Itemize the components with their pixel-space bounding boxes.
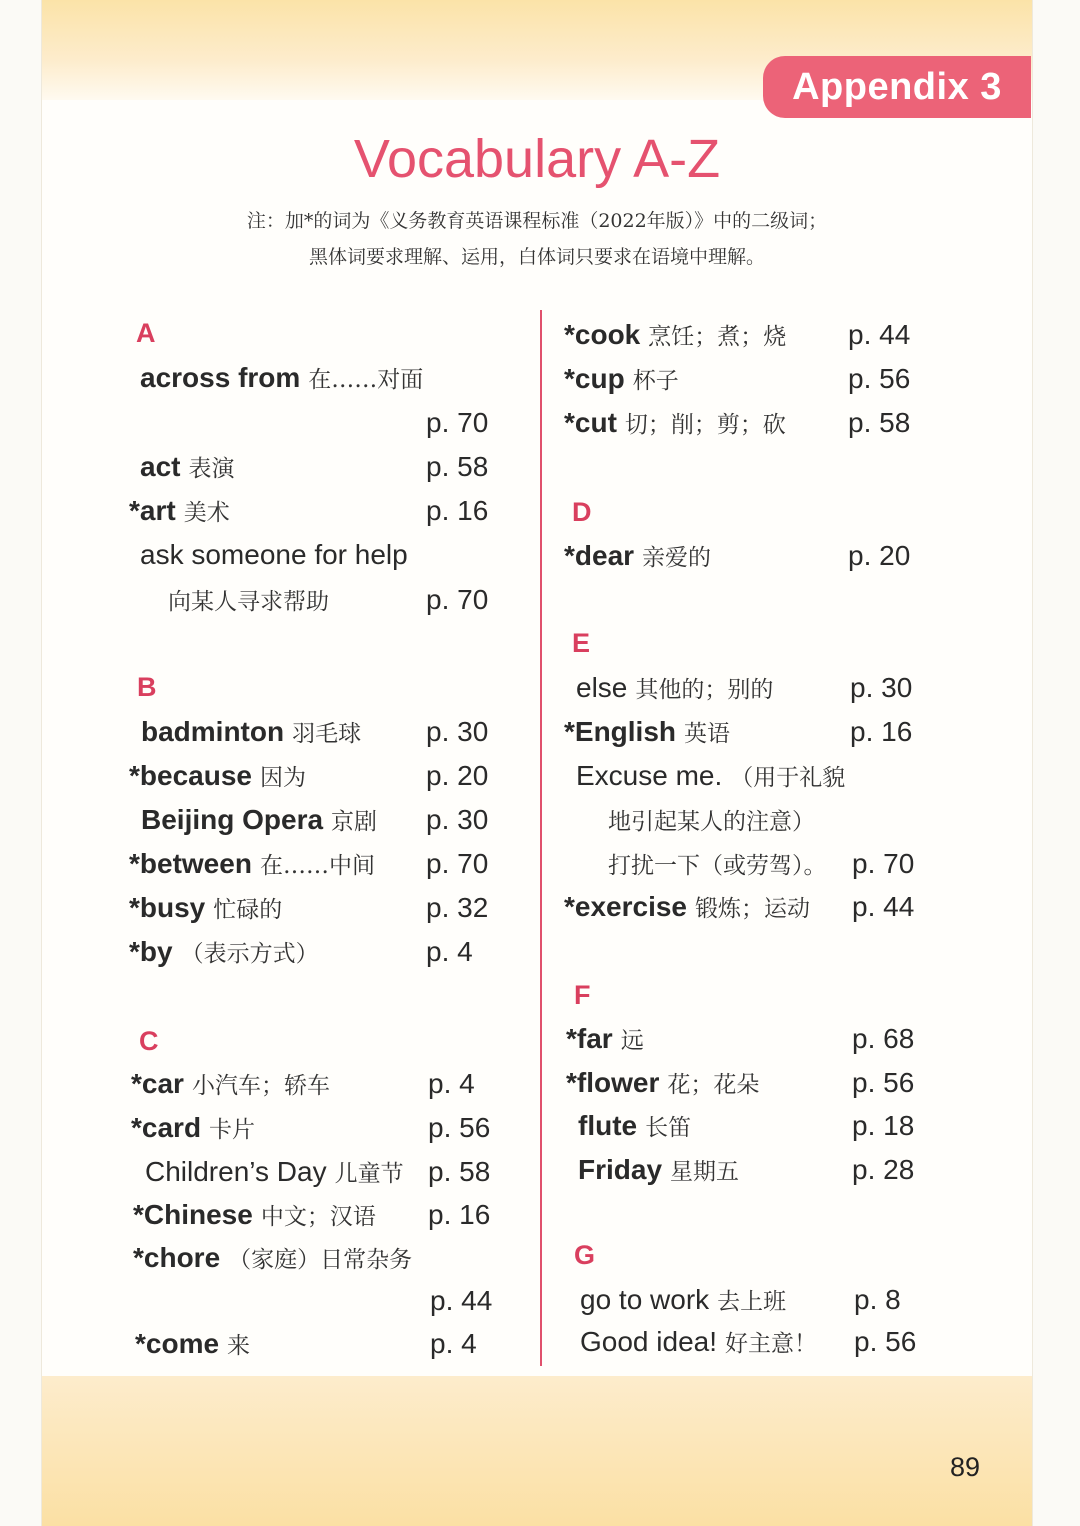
- entry-go-to-work: [580, 1280, 786, 1320]
- entry-translation: （表示方式）: [180, 941, 319, 967]
- entry-else: [576, 668, 773, 708]
- entry-car: [131, 1064, 330, 1104]
- entry-page-ref: p. 44: [848, 319, 911, 350]
- entry-page-ref: p. 4: [428, 1068, 475, 1099]
- page-number: 89: [950, 1452, 981, 1482]
- letter-heading-c: C: [139, 1026, 159, 1056]
- entry-word: badminton: [141, 716, 285, 747]
- entry-page-ref: p. 56: [848, 363, 911, 394]
- entry-translation: 亲爱的: [642, 545, 712, 571]
- entry-word: *by: [129, 936, 173, 967]
- entry-art: [129, 491, 230, 531]
- entry-beijing-opera: [141, 800, 377, 840]
- entry-page-ref: p. 70: [426, 848, 489, 879]
- entry-chinese: [133, 1195, 376, 1235]
- entry-page-ref: p. 16: [850, 716, 913, 747]
- entry-translation: 在……中间: [259, 853, 375, 879]
- entry-badminton: [141, 712, 361, 752]
- entry-word: Good idea!: [580, 1326, 717, 1357]
- entry-excuse-me-line2: [608, 800, 815, 840]
- entry-english: [564, 712, 730, 752]
- entry-page-ref: p. 58: [848, 407, 911, 438]
- entry-word: *exercise: [564, 891, 688, 922]
- entry-translation: 杯子: [632, 368, 679, 394]
- entry-page-ref: p. 20: [426, 760, 489, 791]
- appendix-tab: Appendix 3: [763, 56, 1031, 118]
- entry-far: [566, 1019, 644, 1059]
- letter-heading-d: D: [572, 497, 592, 527]
- entry-word: *English: [564, 716, 677, 747]
- entry-page-ref: p. 16: [426, 495, 489, 526]
- entry-page-ref: p. 4: [430, 1328, 477, 1359]
- entry-translation: 长笛: [645, 1115, 692, 1141]
- letter-heading-f: F: [574, 980, 591, 1010]
- entry-translation: 切；削；剪；砍: [624, 412, 786, 438]
- entry-word: *dear: [564, 540, 635, 571]
- entry-translation: 星期五: [670, 1159, 740, 1185]
- entry-page-ref: p. 56: [854, 1326, 917, 1357]
- entry-friday: [578, 1150, 739, 1190]
- letter-heading-g: G: [574, 1240, 596, 1270]
- entry-translation: 中文；汉语: [260, 1204, 376, 1230]
- entry-act: [140, 447, 234, 487]
- letter-heading-e: E: [572, 628, 591, 658]
- entry-word: Friday: [578, 1154, 663, 1185]
- entry-translation: 打扰一下（或劳驾）。: [608, 853, 827, 879]
- entry-because: [129, 756, 306, 796]
- entry-translation: 去上班: [717, 1289, 787, 1315]
- entry-translation: 英语: [684, 721, 731, 747]
- entry-translation: 花；花朵: [667, 1072, 760, 1098]
- entry-chore: [133, 1238, 412, 1278]
- entry-page-ref: p. 44: [430, 1285, 493, 1316]
- entry-translation: 羽毛球: [292, 721, 362, 747]
- entry-translation: （家庭）日常杂务: [228, 1247, 413, 1273]
- entry-page-ref: p. 68: [852, 1023, 915, 1054]
- entry-page-ref: p. 70: [426, 407, 489, 438]
- entry-translation: 锻炼；运动: [695, 896, 811, 922]
- entry-word: *flower: [566, 1067, 660, 1098]
- entry-translation: 烹饪；煮；烧: [648, 324, 787, 350]
- entry-translation: 在……对面: [308, 367, 424, 393]
- entry-translation: 来: [227, 1333, 251, 1359]
- entry-word: flute: [578, 1110, 638, 1141]
- entry-page-ref: p. 56: [428, 1112, 491, 1143]
- entry-page-ref: p. 56: [852, 1067, 915, 1098]
- entry-word: *busy: [129, 892, 206, 923]
- entry-page-ref: p. 44: [852, 891, 915, 922]
- entry-across-from: [140, 358, 423, 398]
- entry-excuse-me-line3: [608, 844, 827, 884]
- entry-word: across from: [140, 362, 301, 393]
- entry-cut: [564, 403, 786, 443]
- entry-word: *cook: [564, 319, 641, 350]
- entry-word: *come: [135, 1328, 220, 1359]
- entry-ask-for-help-translation: [168, 580, 329, 620]
- entry-card: [131, 1108, 255, 1148]
- entry-word: *cup: [564, 363, 625, 394]
- note-line-1: 注：加*的词为《义务教育英语课程标准（2022年版）》中的二级词；: [246, 210, 828, 232]
- entry-flute: [578, 1106, 691, 1146]
- entry-good-idea: [580, 1322, 817, 1362]
- entry-word: *card: [131, 1112, 202, 1143]
- entry-page-ref: p. 30: [850, 672, 913, 703]
- entry-page-ref: p. 20: [848, 540, 911, 571]
- entry-childrens-day: [145, 1152, 404, 1192]
- entry-busy: [129, 888, 282, 928]
- entry-cup: [564, 359, 679, 399]
- entry-word: go to work: [580, 1284, 710, 1315]
- entry-word: *far: [566, 1023, 613, 1054]
- entry-page-ref: p. 4: [426, 936, 473, 967]
- entry-translation: 小汽车；轿车: [191, 1073, 330, 1099]
- entry-word: else: [576, 672, 628, 703]
- entry-translation: 美术: [183, 500, 230, 526]
- entry-translation: 忙碌的: [213, 897, 283, 923]
- entry-page-ref: p. 8: [854, 1284, 901, 1315]
- entry-translation: 卡片: [209, 1117, 256, 1143]
- letter-heading-b: B: [137, 672, 157, 702]
- entry-page-ref: p. 28: [852, 1154, 915, 1185]
- entry-excuse-me: [576, 756, 845, 796]
- entry-exercise: [564, 887, 810, 927]
- entry-page-ref: p. 58: [426, 451, 489, 482]
- entry-word: *between: [129, 848, 252, 879]
- entry-page-ref: p. 18: [852, 1110, 915, 1141]
- entry-cook: [564, 315, 786, 355]
- note-line-2: 黑体词要求理解、运用，白体词只要求在语境中理解。: [308, 246, 765, 268]
- entry-word: *art: [129, 495, 176, 526]
- entry-translation: 其他的；别的: [635, 677, 774, 703]
- entry-page-ref: p. 70: [852, 848, 915, 879]
- entry-flower: [566, 1063, 759, 1103]
- entry-word: *Chinese: [133, 1199, 253, 1230]
- column-divider: [540, 310, 542, 1366]
- page-title: Vocabulary A-Z: [353, 129, 721, 189]
- entry-come: [135, 1324, 250, 1364]
- entry-translation: 地引起某人的注意）: [608, 809, 815, 835]
- entry-page-ref: p. 16: [428, 1199, 491, 1230]
- entry-dear: [564, 536, 711, 576]
- entry-word: *car: [131, 1068, 184, 1099]
- entry-page-ref: p. 30: [426, 804, 489, 835]
- entry-translation: （用于礼貌: [730, 765, 846, 791]
- entry-page-ref: p. 30: [426, 716, 489, 747]
- entry-page-ref: p. 58: [428, 1156, 491, 1187]
- entry-between: [129, 844, 375, 884]
- entry-translation: 表演: [188, 456, 235, 482]
- entry-translation: 儿童节: [334, 1161, 404, 1187]
- entry-word: Excuse me.: [576, 760, 723, 791]
- bottom-band: [42, 1376, 1032, 1526]
- entry-by: [129, 932, 319, 972]
- entry-ask-for-help: [140, 535, 408, 575]
- entry-word: *cut: [564, 407, 617, 438]
- entry-word: *because: [129, 760, 252, 791]
- entry-word: *chore: [133, 1242, 221, 1273]
- entry-word: ask someone for help: [140, 539, 408, 570]
- entry-translation: 向某人寻求帮助: [168, 589, 329, 615]
- entry-page-ref: p. 32: [426, 892, 489, 923]
- entry-translation: 因为: [259, 765, 306, 791]
- entry-word: act: [140, 451, 181, 482]
- entry-page-ref: p. 70: [426, 584, 489, 615]
- entry-word: Children’s Day: [145, 1156, 327, 1187]
- entry-translation: 京剧: [331, 809, 378, 835]
- entry-translation: 远: [620, 1028, 644, 1054]
- entry-word: Beijing Opera: [141, 804, 324, 835]
- book-page: [42, 0, 1032, 1526]
- entry-translation: 好主意！: [725, 1331, 817, 1357]
- letter-heading-a: A: [136, 318, 156, 348]
